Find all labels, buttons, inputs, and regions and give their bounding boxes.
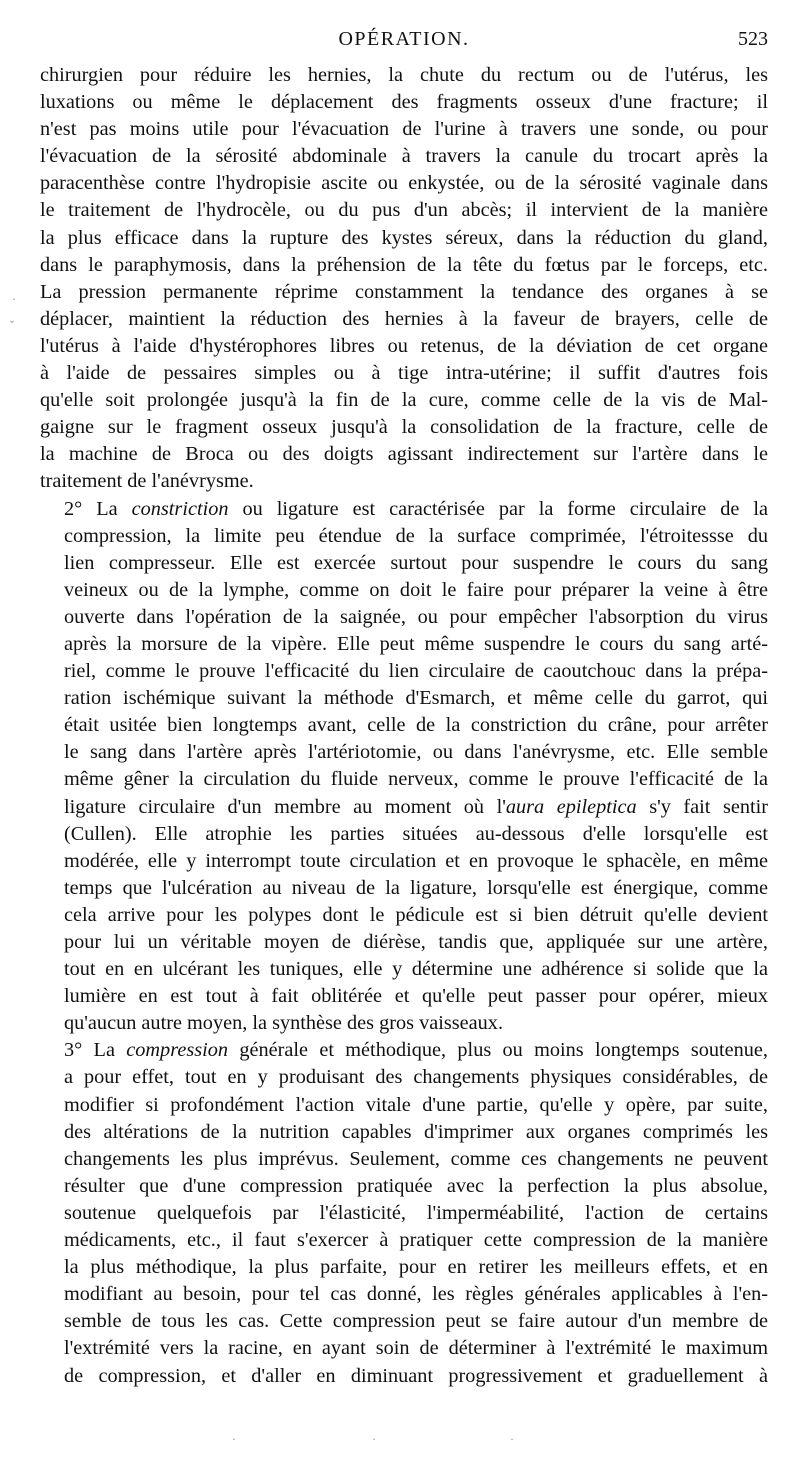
text-line: après la morsure de la vipère. Elle peut même suspendre le cours du sang arté- bbox=[64, 632, 768, 655]
text-line: lumière en est tout à fait oblitérée et qu'elle peut passer pour opérer, mieux bbox=[64, 985, 768, 1008]
section-number: 3° La bbox=[64, 1039, 127, 1062]
text-line: des altérations de la nutrition capables d'imprimer aux organes comprimés les bbox=[64, 1120, 768, 1143]
text-line: ouverte dans l'opération de la saignée, ou pour empêcher l'absorption du virus bbox=[64, 605, 768, 628]
paragraph-compression bbox=[40, 1037, 768, 1389]
bottom-speck: · bbox=[372, 1432, 376, 1446]
text-line: paracenthèse contre l'hydropisie ascite ou enkystée, ou de la sérosité vaginale dans bbox=[40, 172, 768, 195]
text-line: déplacer, maintient la réduction des hernies à la faveur de brayers, celle de bbox=[40, 307, 768, 330]
text-line: de compression, et d'aller en diminuant progressivement et graduellement à bbox=[64, 1364, 768, 1387]
running-title: OPÉRATION. bbox=[338, 28, 470, 50]
text-line: le traitement de l'hydrocèle, ou du pus d'un abcès; il intervient de la manière bbox=[40, 199, 768, 222]
text-line: la plus efficace dans la rupture des kystes séreux, dans la réduction du gland, bbox=[40, 226, 768, 249]
text-line: (Cullen). Elle atrophie les parties situées au-dessous d'elle lorsqu'elle est bbox=[64, 822, 768, 845]
text-line: n'est pas moins utile pour l'évacuation de l'urine à travers une sonde, ou pour bbox=[40, 118, 768, 141]
page-number: 523 bbox=[738, 28, 768, 50]
text-line: résulter que d'une compression pratiquée avec la perfection la plus absolue, bbox=[64, 1174, 768, 1197]
text-line: qu'elle soit prolongée jusqu'à la fin de la cure, comme celle de la vis de Mal- bbox=[40, 389, 768, 412]
latin-term: aura epileptica bbox=[505, 795, 637, 818]
bottom-speck: · bbox=[232, 1432, 236, 1446]
text-line: veineux ou de la lymphe, comme on doit le faire pour préparer la veine à être bbox=[64, 578, 768, 601]
text-line: médicaments, etc., il faut s'exercer à pratiquer cette compression de la manière bbox=[64, 1229, 768, 1252]
text-line: modifiant au besoin, pour tel cas donné, les règles générales applicables à l'en- bbox=[64, 1283, 768, 1306]
text-line: semble de tous les cas. Cette compression peut se faire autour d'un membre de bbox=[64, 1310, 768, 1333]
section-number: 2° La bbox=[64, 497, 132, 520]
text-line: luxations ou même le déplacement des fragments osseux d'une fracture; il bbox=[40, 91, 768, 114]
text-line: riel, comme le prouve l'efficacité du lien circulaire de caoutchouc dans la prépa- bbox=[64, 660, 768, 683]
text-line: cela arrive pour les polypes dont le pédicule est si bien détruit qu'elle devient bbox=[64, 903, 768, 926]
text-line: dans le paraphymosis, dans la préhension de la tête du fœtus par le forceps, etc. bbox=[40, 253, 768, 276]
text-line: l'utérus à l'aide d'hystérophores libres ou retenus, de la déviation de cet organe bbox=[40, 334, 768, 357]
margin-speck: · bbox=[12, 292, 16, 306]
paragraph-continuation bbox=[40, 62, 768, 496]
section-term: constriction bbox=[131, 497, 229, 520]
text-line: l'extrémité vers la racine, en ayant soin de déterminer à l'extrémité le maximum bbox=[64, 1337, 768, 1360]
text-line: lien compresseur. Elle est exercée surtout pour suspendre le cours du sang bbox=[64, 551, 768, 574]
text-line: compression, la limite peu étendue de la surface comprimée, l'étroitessse du bbox=[64, 524, 768, 547]
text-line: pour lui un véritable moyen de diérèse, tandis que, appliquée sur une artère, bbox=[64, 931, 768, 953]
text-line: même gêner la circulation du fluide nerveux, comme le prouve l'efficacité de la bbox=[64, 768, 768, 791]
text-line: traitement de l'anévrysme. bbox=[40, 470, 254, 493]
running-header bbox=[40, 28, 768, 58]
text-line: qu'aucun autre moyen, la synthèse des gros vaisseaux. bbox=[64, 1012, 504, 1035]
text-line: modifier si profondément l'action vitale d'une partie, qu'elle y opère, par suite, bbox=[64, 1093, 768, 1116]
text-line: soutenue quelquefois par l'élasticité, l'imperméabilité, l'action de certains bbox=[64, 1201, 768, 1224]
text-line: temps que l'ulcération au niveau de la ligature, lorsqu'elle est énergique, comme bbox=[64, 876, 768, 899]
text-line: ligature circulaire d'un membre au moment où l'aura epileptica s'y fait sentir bbox=[64, 795, 769, 818]
text-line: tout en en ulcérant les tuniques, elle y détermine une adhérence si solide que la bbox=[64, 958, 768, 981]
text-line: l'évacuation de la sérosité abdominale à travers la canule du trocart après la bbox=[40, 145, 768, 168]
text-line: à l'aide de pessaires simples ou à tige intra-utérine; il suffit d'autres fois bbox=[40, 362, 768, 385]
margin-speck: ˇ bbox=[10, 318, 14, 332]
text-line: la machine de Broca ou des doigts agissant indirectement sur l'artère dans le bbox=[40, 443, 768, 466]
text-line: ration ischémique suivant la méthode d'Esmarch, et même celle du garrot, qui bbox=[64, 687, 768, 710]
text-line: modérée, elle y interrompt toute circulation et en provoque le sphacèle, en même bbox=[64, 849, 768, 872]
text-line: changements les plus imprévus. Seulement, comme ces changements ne peuvent bbox=[64, 1147, 768, 1170]
text-line: la plus méthodique, la plus parfaite, pour en retirer les meilleurs effets, et en bbox=[64, 1256, 768, 1279]
text-line: était usitée bien longtemps avant, celle de la constriction du crâne, pour arrêter bbox=[64, 714, 768, 737]
text-line: a pour effet, tout en y produisant des changements physiques considérables, de bbox=[64, 1066, 768, 1089]
text-line: le sang dans l'artère après l'artériotomie, ou dans l'anévrysme, etc. Elle semble bbox=[64, 741, 768, 764]
paragraph-constriction bbox=[40, 496, 768, 1038]
bottom-speck: · bbox=[510, 1432, 514, 1446]
text-line: La pression permanente réprime constamment la tendance des organes à se bbox=[40, 280, 768, 303]
text-line: gaigne sur le fragment osseux jusqu'à la consolidation de la fracture, celle de bbox=[40, 416, 768, 439]
text-line: chirurgien pour réduire les hernies, la chute du rectum ou de l'utérus, les bbox=[40, 64, 768, 86]
text-line: 3° La compression générale et méthodique, plus ou moins longtemps soutenue, bbox=[64, 1039, 768, 1062]
text-line: 2° La constriction ou ligature est caractérisée par la forme circulaire de la bbox=[64, 497, 768, 520]
section-term: compression bbox=[126, 1039, 229, 1062]
body-text bbox=[40, 62, 768, 1390]
